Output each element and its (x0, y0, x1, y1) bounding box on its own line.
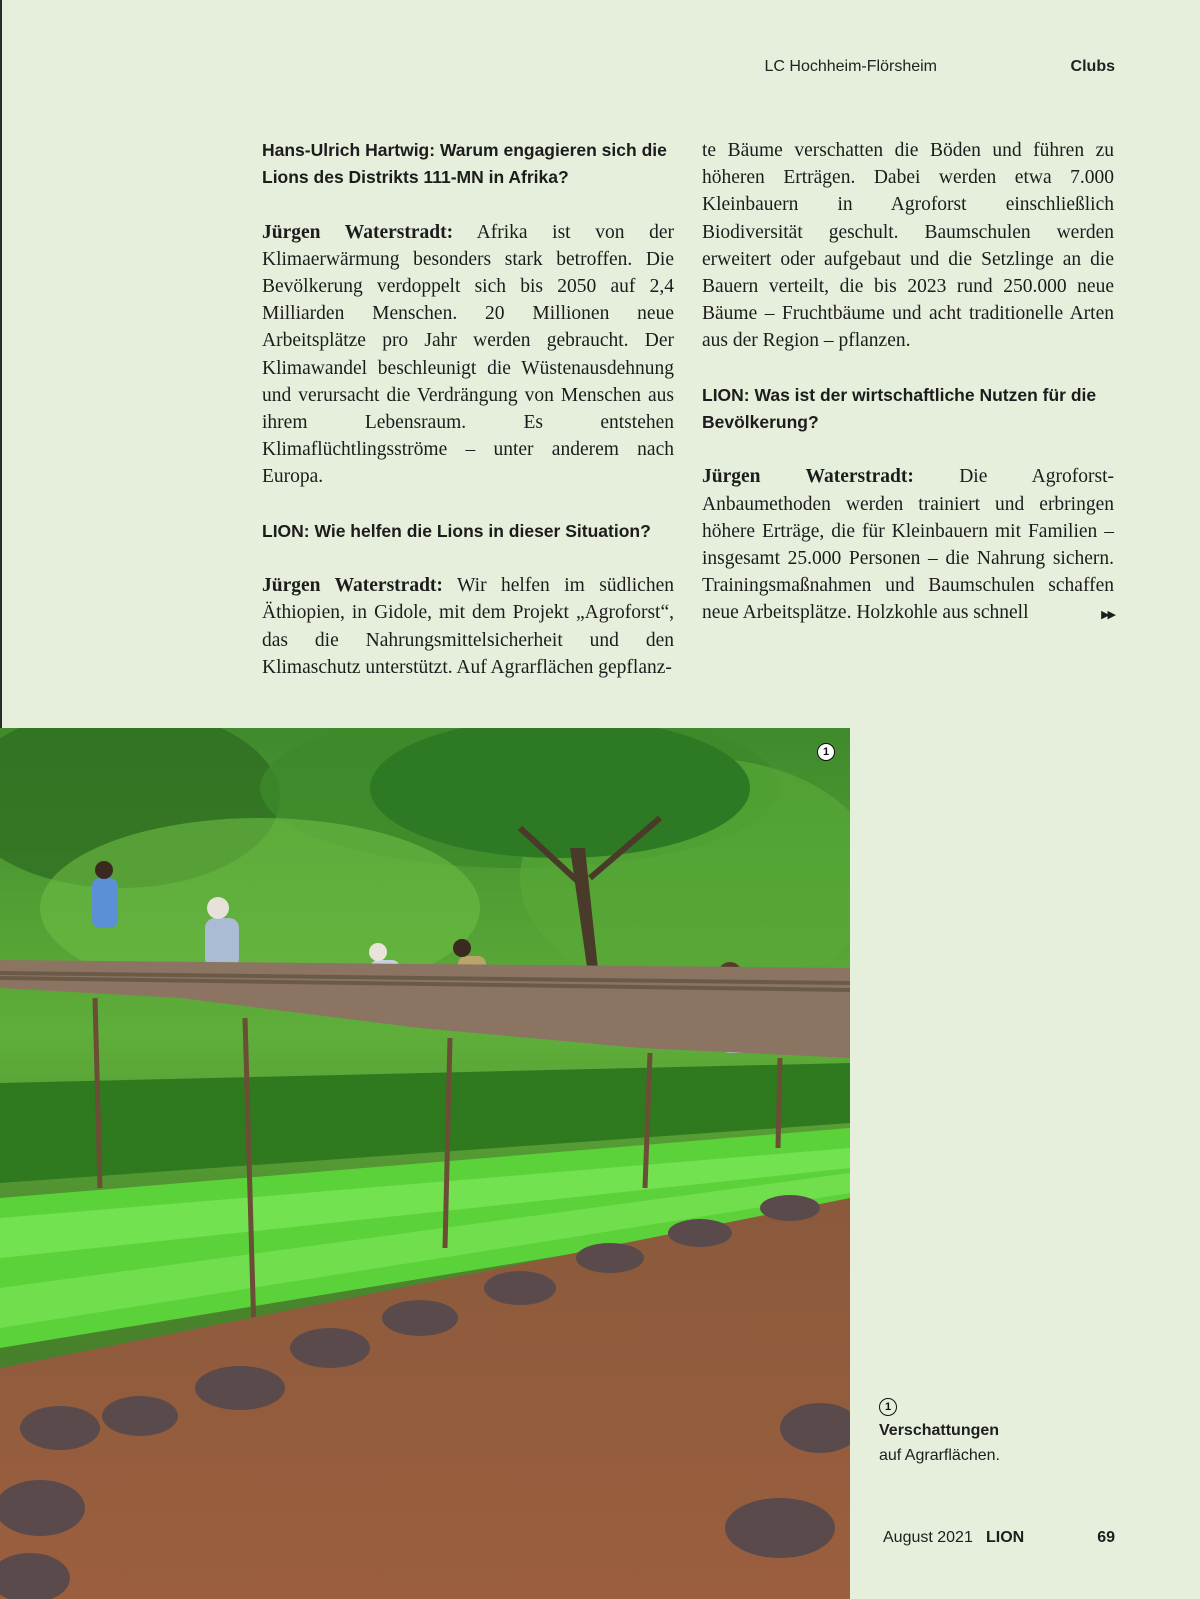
footer-magazine-name: LION (986, 1529, 1025, 1546)
article-column-right (702, 137, 1114, 654)
question-1: Hans-Ulrich Hartwig: Warum engagieren sich die Lions des Distrikts 111-MN in Afrika? (262, 140, 667, 188)
question-3: LION: Was ist der wirtschaftliche Nutzen für die Bevölkerung? (702, 384, 1097, 433)
answer-1 (262, 219, 674, 491)
question-2: LION: Wie helfen die Lions in dieser Situation? (262, 520, 651, 541)
answer-3-text: Die Agroforst-Anbaumethoden werden trainiert und erbringen höhere Erträge, die für Kleinbauern mit Familien – insgesamt 25.000 Personen – die Nahrung sichern. Trainingsmaßnahmen und Baumschulen schaffen neue Arbeitsplätze. Holzkohle aus schnell (702, 466, 1114, 624)
footer-page-number: 69 (1097, 1529, 1115, 1546)
answer-2-speaker: Jürgen Waterstradt: (262, 575, 443, 597)
caption-title: Verschattungen (879, 1422, 1000, 1439)
footer-date: August 2021 (883, 1529, 973, 1546)
answer-2-text: Wir helfen im südlichen Äthiopien, in Gidole, mit dem Projekt „Agroforst“, das die Nahrungsmittelsicherheit und den Klimaschutz unterstützt. Auf Agrarflächen gepflanz- (262, 575, 674, 678)
nursery-photo (0, 728, 850, 1599)
answer-3-speaker: Jürgen Waterstradt: (702, 466, 914, 488)
answer-1-speaker: Jürgen Waterstradt: (262, 221, 454, 243)
caption-text: auf Agrarflächen. (879, 1447, 1000, 1464)
article-column-left (262, 137, 674, 708)
header-section: Clubs (1070, 58, 1115, 75)
answer-1-text: Afrika ist von der Klimaerwärmung besonders stark betroffen. Die Bevölkerung verdoppelt sich bis 2050 auf 2,4 Milliarden Menschen. 20 Millionen neue Arbeitsplätze pro Jahr werden gebraucht. Der Klimawandel beschleunigt die Wüstenausdehnung und verursacht die Verdrängung von Menschen aus ihrem Lebensraum. Es entstehen Klimaflüchtlingsströme – unter anderem nach Europa. (262, 221, 674, 488)
continue-arrow-icon: ▶▶ (1101, 608, 1114, 622)
answer-2-continued: te Bäume verschatten die Böden und führen zu höheren Erträgen. Dabei werden etwa 7.000 Kleinbauern in Agroforst einschließlich Biodiversität geschult. Baumschulen werden erweitert oder aufgebaut und die Setzlinge an die Bauern verteilt, die bis 2023 rund 250.000 neue Bäume – Fruchtbäume und acht traditionelle Arten aus der Region – pflanzen. (702, 140, 1114, 352)
photo-number-badge: 1 (817, 743, 835, 761)
answer-3 (702, 463, 1114, 626)
header-club-name: LC Hochheim-Flörsheim (764, 58, 937, 75)
answer-2 (262, 572, 674, 681)
caption-number-badge: 1 (879, 1398, 897, 1416)
